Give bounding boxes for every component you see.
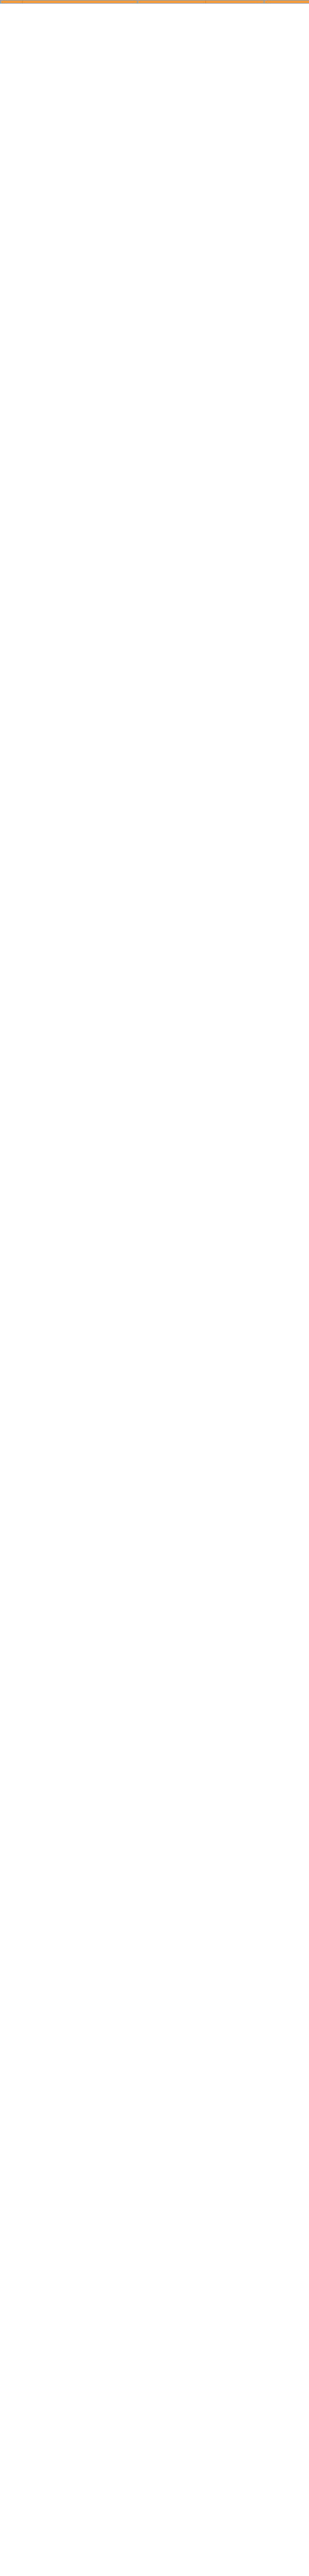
header-value-1	[138, 1, 206, 4]
header-rank	[1, 1, 23, 4]
header-name	[23, 1, 138, 4]
header-tag	[264, 1, 309, 4]
header-row	[1, 1, 309, 4]
table-header	[1, 1, 309, 4]
ranking-table	[0, 0, 309, 4]
header-value-2	[206, 1, 264, 4]
